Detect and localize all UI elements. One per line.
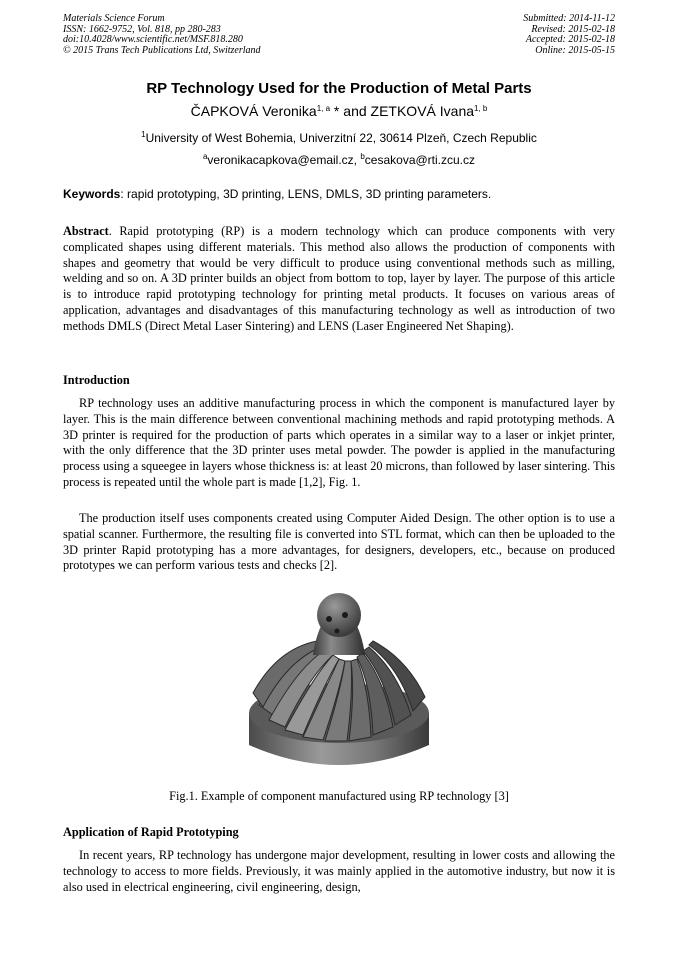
component-photo <box>229 585 449 780</box>
abstract-label: Abstract <box>63 224 109 238</box>
author-line <box>0 103 678 119</box>
abstract <box>63 224 615 335</box>
journal-doi: doi:10.4028/www.scientific.net/MSF.818.280 <box>63 34 243 46</box>
hub-hole-bottom <box>335 629 340 634</box>
email-b-sup: b <box>360 152 365 161</box>
introduction-heading: Introduction <box>63 373 130 387</box>
author-1: ČAPKOVÁ Veronika <box>190 103 317 119</box>
hub-hole-right <box>342 612 348 618</box>
journal-issn: ISSN: 1662-9752, Vol. 818, pp 280-283 <box>63 23 221 35</box>
abstract-text: . Rapid prototyping (RP) is a modern technology which can produce components with very complicated shapes using different materials. This method also allows the production of components with shapes and geometry that would be very difficult to produce using conventional methods such as milling, welding and so on. A 3D printer builds an object from bottom to top, layer by layer. The purpose of this article is to introduce rapid prototyping technology for printing metal products. It focuses on various areas of application, advantages and disadvantages of this manufacturing technology as well as introduction of two methods DMLS (Direct Metal Laser Sintering) and LENS (Laser Engineered Net Shaping). <box>63 224 615 333</box>
affiliation <box>0 131 678 145</box>
email-line <box>0 153 678 167</box>
journal-name: Materials Science Forum <box>63 13 165 24</box>
journal-copyright: © 2015 Trans Tech Publications Ltd, Switzerland <box>63 44 261 56</box>
journal-info <box>63 14 261 56</box>
application-heading: Application of Rapid Prototyping <box>63 825 239 839</box>
date-submitted: Submitted: 2014-11-12 <box>523 13 615 24</box>
date-revised: Revised: 2015-02-18 <box>531 23 615 35</box>
introduction-paragraph-2: The production itself uses components created using Computer Aided Design. The other option is to use a spatial scanner. Furthermore, the resulting file is converted into STL format, which can then be uploaded to the 3D printer Rapid prototyping has a more advantages, for designers, developers, etc., because on produced prototypes we can perform various tests and checks [2]. <box>63 511 615 573</box>
figure-1 <box>0 585 678 785</box>
author-joiner: and <box>339 103 371 119</box>
date-online: Online: 2015-05-15 <box>535 44 615 56</box>
email-a[interactable]: veronikacapkova@email.cz <box>207 153 354 167</box>
publication-dates <box>523 14 615 56</box>
application-paragraph-1: In recent years, RP technology has undergone major development, resulting in lower costs and allowing the technology to access to more fields. Previously, it was mainly applied in the automotive industry, but now it is also used in electrical engineering, civil engineering, design, <box>63 848 615 894</box>
date-accepted: Accepted: 2015-02-18 <box>525 34 615 46</box>
keywords-label: Keywords <box>63 187 121 201</box>
author-2: ZETKOVÁ Ivana <box>370 103 475 119</box>
figure-1-caption: Fig.1. Example of component manufactured using RP technology [3] <box>169 789 509 803</box>
keywords-text: : rapid prototyping, 3D printing, LENS, DMLS, 3D printing parameters. <box>120 187 492 201</box>
author-1-affil: 1, a <box>316 104 331 113</box>
email-a-sup: a <box>202 152 208 161</box>
paper-title: RP Technology Used for the Production of Metal Parts <box>146 80 532 97</box>
corresponding-mark: * <box>330 103 340 119</box>
affiliation-sup: 1 <box>141 130 146 139</box>
hub-hole-left <box>326 616 332 622</box>
email-b[interactable]: cesakova@rti.zcu.cz <box>364 153 476 167</box>
email-separator: , <box>353 153 361 167</box>
affiliation-text: University of West Bohemia, Univerzitní 22, 30614 Plzeň, Czech Republic <box>145 131 537 145</box>
author-2-affil: 1, b <box>474 104 488 113</box>
keywords <box>63 187 615 201</box>
introduction-paragraph-1: RP technology uses an additive manufacturing process in which the component is manufactured layer by layer. This is the main difference between conventional machining methods and rapid prototyping methods. A 3D printer is required for the production of parts which operates in a similar way to a laser or inkjet printer, with the only difference that the 3D printer uses metal powder. The powder is applied in the manufacturing process using a squeegee in layers whose thickness is: at least 20 microns, than followed by laser sintering. This process is repeated until the whole part is made [1,2], Fig. 1. <box>63 396 615 489</box>
